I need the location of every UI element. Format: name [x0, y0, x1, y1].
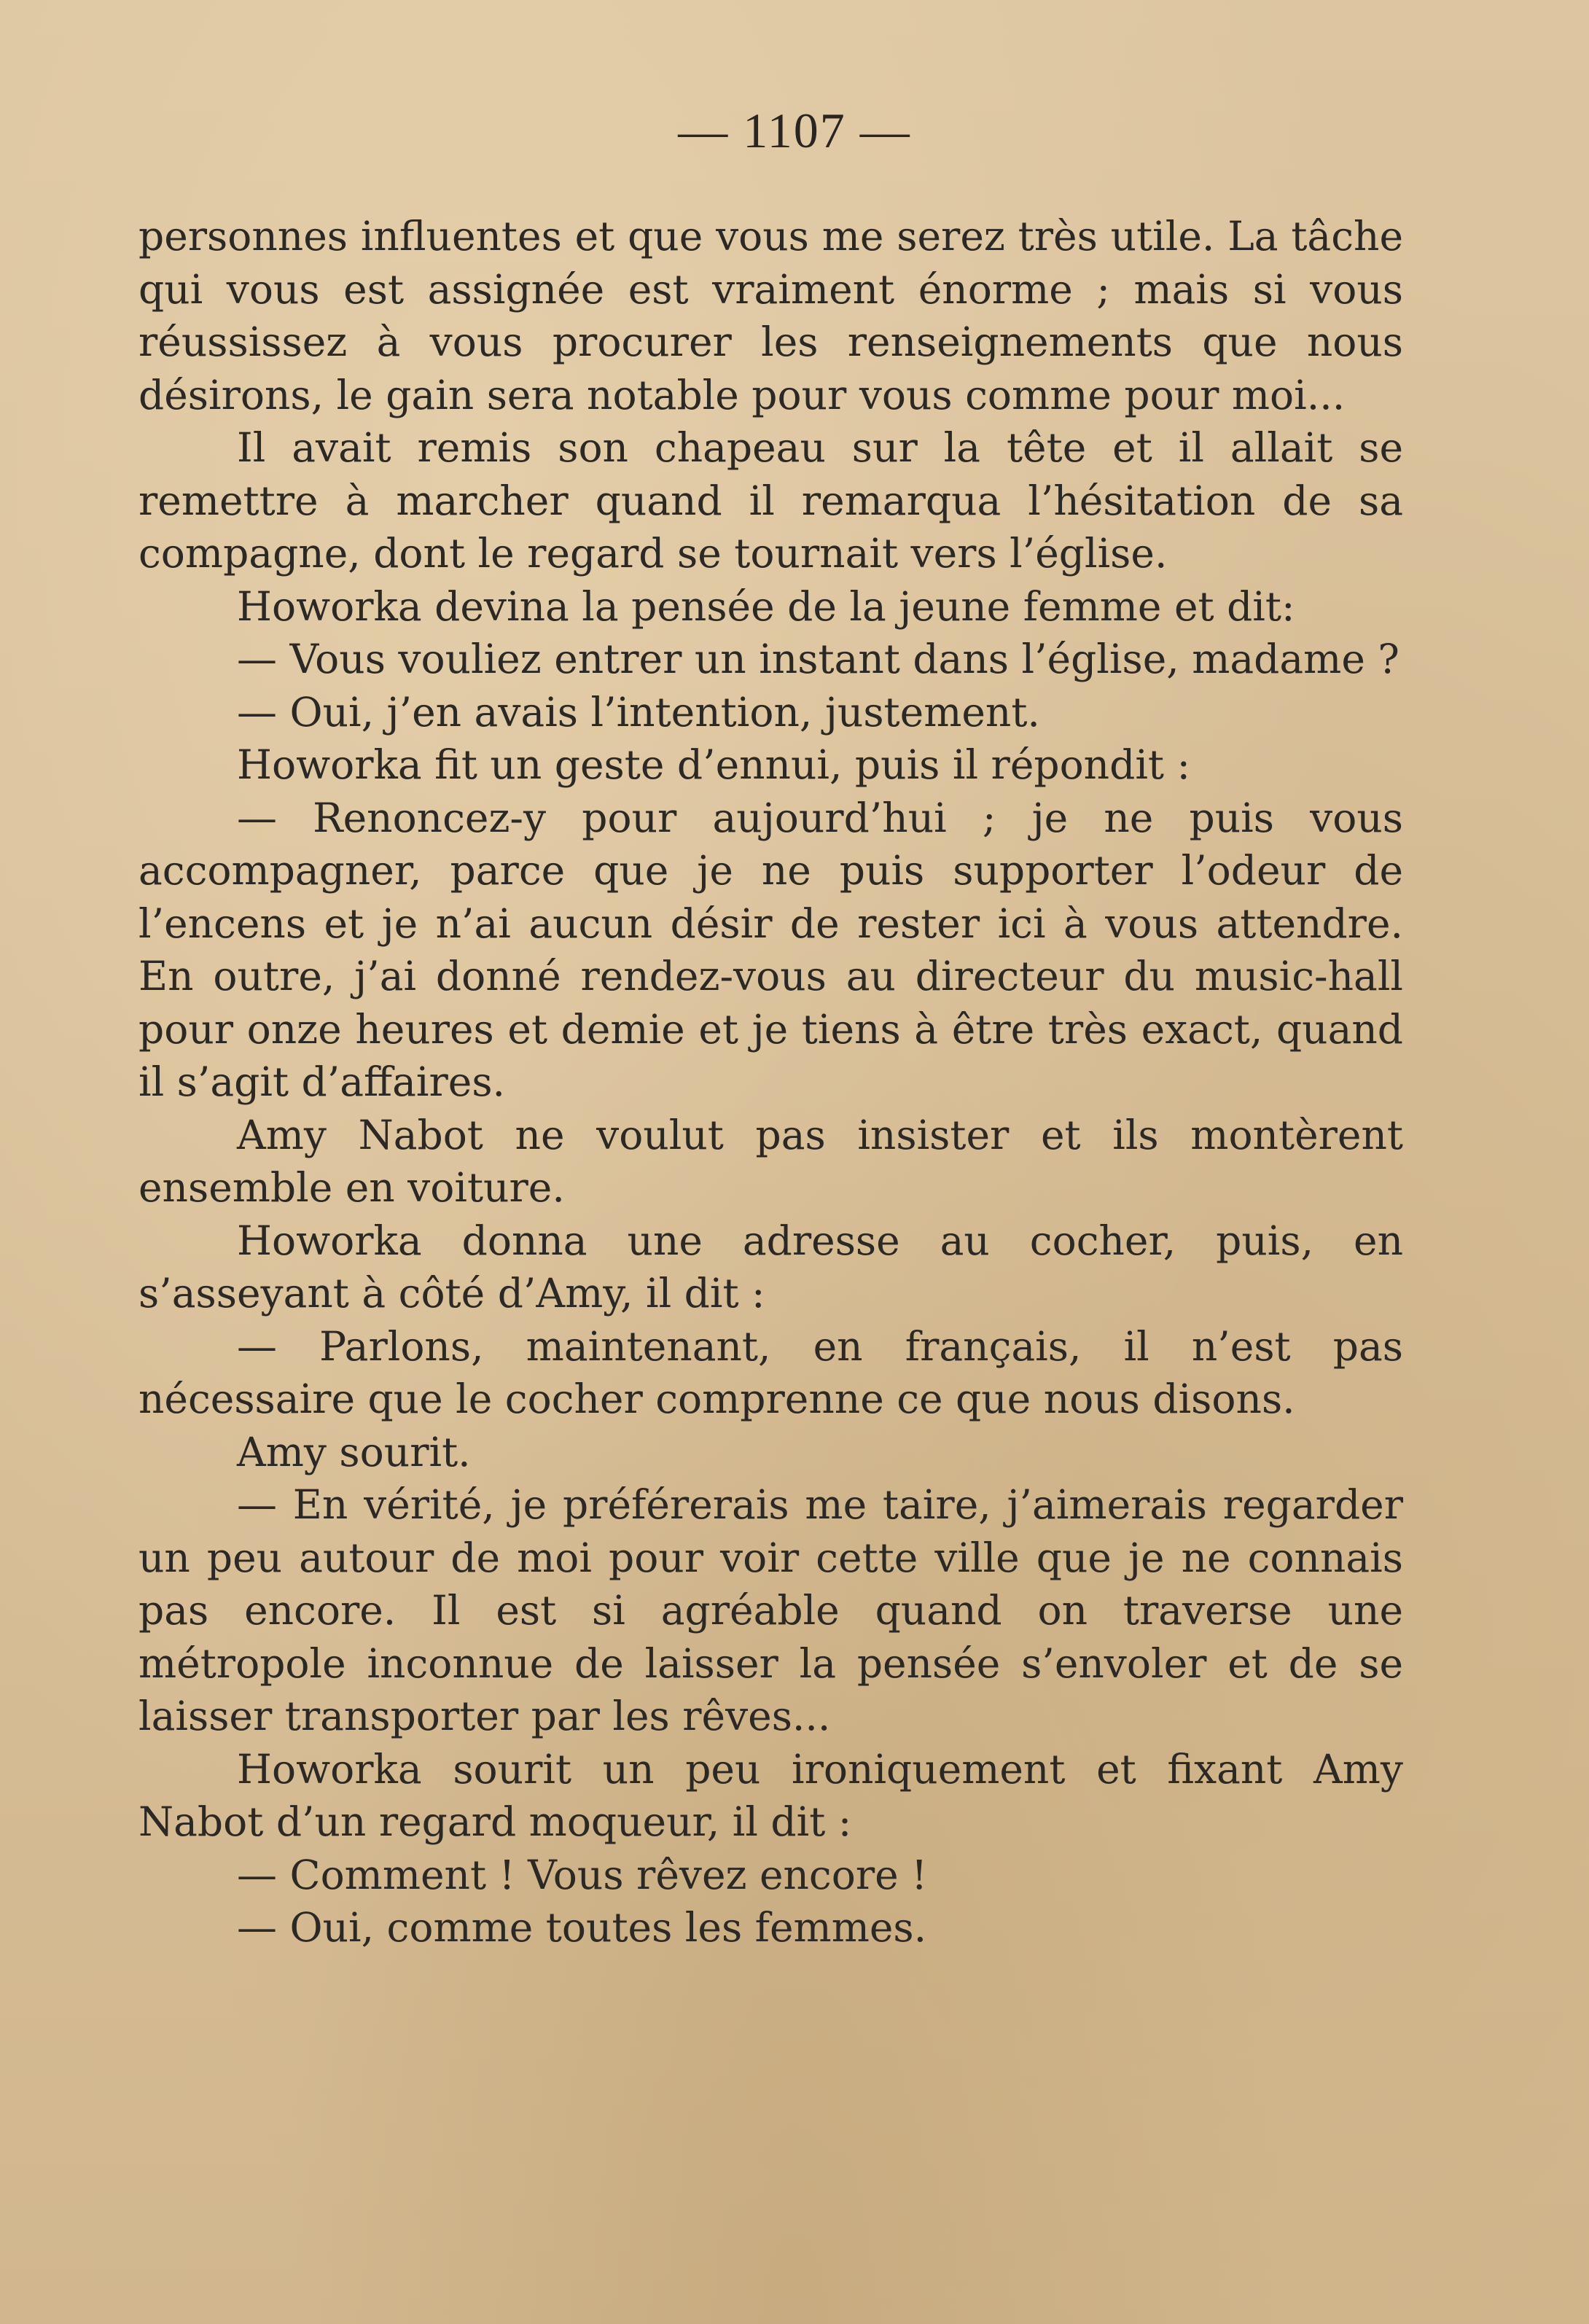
- dialogue-line: — Oui, j’en avais l’intention, justement.: [237, 688, 1040, 736]
- paragraph: Howorka donna une adresse au cocher, puis, en s’asseyant à côté d’Amy, il dit :: [138, 1217, 1403, 1317]
- page-number: — 1107 —: [678, 103, 911, 158]
- paragraph: Amy Nabot ne voulut pas insister et ils montèrent ensemble en voiture.: [138, 1111, 1403, 1211]
- dialogue-line: — Comment ! Vous rêvez encore !: [237, 1851, 928, 1898]
- dialogue-line: — Renoncez-y pour aujourd’hui ; je ne puis vous accompagner, parce que je ne puis supporter l’odeur de l’encens et je n’ai aucun désir de rester ici à vous attendre. En outre, j’ai donné rendez-vous au directeur du music-hall pour onze heures et demie et je tiens à être très exact, quand il s’agit d’affaires.: [138, 794, 1403, 1105]
- paragraph-continuation: personnes influentes et que vous me serez très utile. La tâche qui vous est assignée est vraiment énorme ; mais si vous réussissez à vous procurer les renseignements que nous désirons, le gain sera notable pour vous comme pour moi...: [138, 213, 1403, 418]
- dialogue-line: — En vérité, je préférerais me taire, j’aimerais regarder un peu autour de moi pour voir cette ville que je ne connais pas encore. Il est si agréable quand on traverse une métropole inconnue de laisser la pensée s’envoler et de se laisser transporter par les rêves...: [138, 1481, 1403, 1739]
- paragraph: Howorka sourit un peu ironiquement et fixant Amy Nabot d’un regard moqueur, il dit :: [138, 1745, 1403, 1845]
- dialogue-line: — Oui, comme toutes les femmes.: [237, 1904, 927, 1951]
- dialogue-line: — Parlons, maintenant, en français, il n’est pas nécessaire que le cocher comprenne ce que nous disons.: [138, 1322, 1403, 1422]
- paragraph: Il avait remis son chapeau sur la tête et il allait se remettre à marcher quand il remarqua l’hésitation de sa compagne, dont le regard se tournait vers l’église.: [138, 424, 1403, 577]
- paragraph: Amy sourit.: [237, 1428, 471, 1475]
- paragraph: Howorka fit un geste d’ennui, puis il répondit :: [237, 741, 1191, 788]
- paragraph: Howorka devina la pensée de la jeune femme et dit:: [237, 582, 1295, 630]
- dialogue-line: — Vous vouliez entrer un instant dans l’église, madame ?: [237, 636, 1399, 682]
- page-body: [138, 210, 1403, 1954]
